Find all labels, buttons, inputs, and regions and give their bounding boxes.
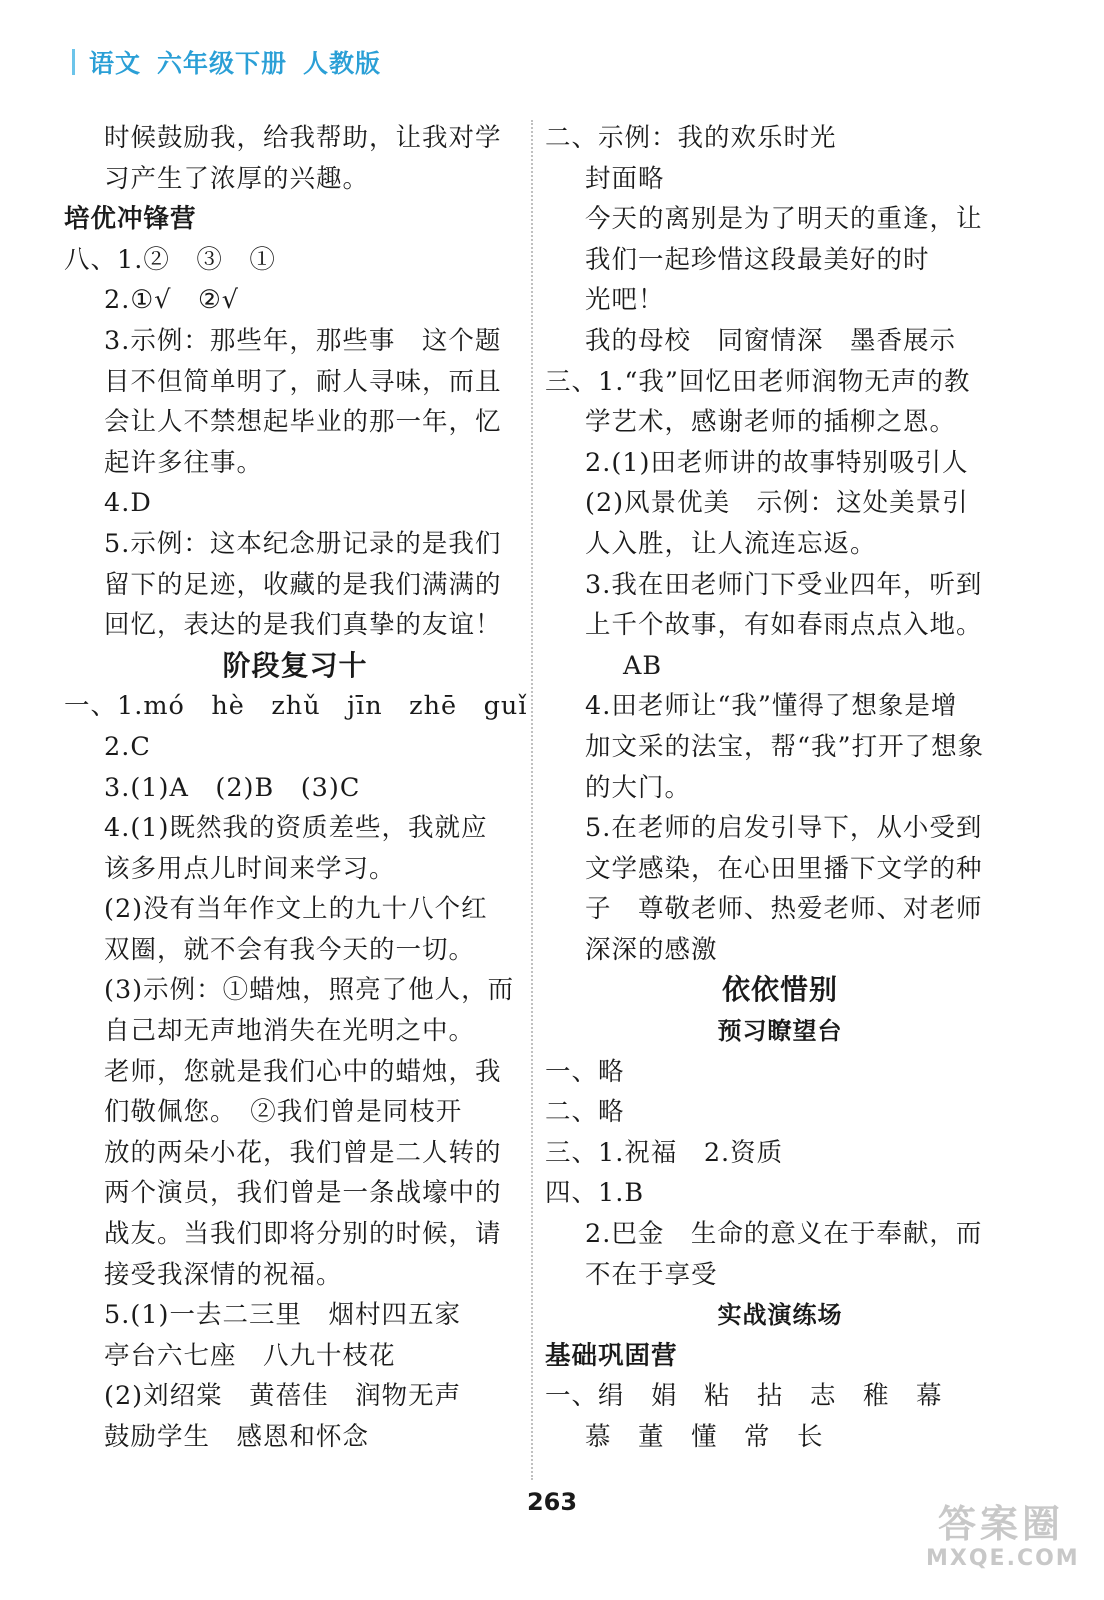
answer-line: 战友。当我们即将分别的时候，请	[104, 1219, 502, 1250]
answer-line: 八、1.② ③ ①	[64, 244, 276, 275]
header-grade: 六年级下册	[157, 49, 288, 78]
answer-line: 学艺术，感谢老师的插柳之恩。	[585, 407, 957, 438]
answer-line: 不在于享受	[585, 1259, 718, 1290]
answer-line: 光吧！	[585, 285, 665, 316]
answer-line: 留下的足迹，收藏的是我们满满的	[104, 569, 502, 600]
answer-line: 鼓励学生 感恩和怀念	[104, 1422, 370, 1452]
answer-line: 接受我深情的祝福。	[104, 1259, 343, 1290]
answer-line: 加文采的法宝，帮“我”打开了想象	[585, 731, 985, 762]
answer-line: 子 尊敬老师、热爱老师、对老师	[585, 894, 983, 925]
answer-line: (2)刘绍棠 黄蓓佳 润物无声	[104, 1381, 462, 1412]
answer-line: 上千个故事，有如春雨点点入地。	[585, 610, 983, 641]
answer-line: 目不但简单明了，耐人寻味，而且	[104, 366, 502, 397]
answer-line: 慕 董 懂 常 长	[585, 1422, 824, 1452]
answer-line: 两个演员，我们曾是一条战壕中的	[104, 1178, 502, 1209]
answer-line: 5.(1)一去二三里 烟村四五家	[104, 1300, 461, 1331]
answer-line: AB	[623, 650, 663, 681]
answer-line: 3.我在田老师门下受业四年，听到	[585, 569, 983, 600]
answer-line: 3.(1)A (2)B (3)C	[104, 772, 361, 803]
page-header	[72, 44, 397, 80]
answer-line: 3.示例：那些年，那些事 这个题	[104, 325, 502, 356]
answer-line: 2.C	[104, 731, 151, 762]
answer-line: (3)示例：①蜡烛，照亮了他人，而	[104, 975, 515, 1006]
answer-line: 4.田老师让“我”懂得了想象是增	[585, 691, 958, 722]
answer-line: 三、1.祝福 2.资质	[545, 1137, 784, 1168]
answer-line: 该多用点儿时间来学习。	[104, 853, 396, 884]
column-divider	[531, 120, 533, 1480]
answer-line: 习产生了浓厚的兴趣。	[104, 163, 370, 194]
answer-line: 一、绢 娟 粘 拈 志 稚 幕	[545, 1381, 943, 1412]
answer-line: 深深的感激	[585, 934, 718, 965]
answer-line: 二、略	[545, 1097, 625, 1128]
answer-line: 2.①√ ②√	[104, 285, 240, 316]
answer-line: 文学感染，在心田里播下文学的种	[585, 853, 983, 884]
section-heading: 依依惜别	[721, 973, 838, 1007]
answer-line: 的大门。	[585, 772, 692, 803]
header-subject: 语文	[89, 49, 142, 78]
right-column	[545, 118, 1015, 1458]
section-heading: 实战演练场	[717, 1301, 843, 1330]
watermark-top: 答案圈	[937, 1502, 1064, 1546]
answer-line: 我们一起珍惜这段最美好的时	[585, 244, 930, 275]
answer-line: 老师，您就是我们心中的蜡烛，我	[104, 1056, 502, 1087]
answer-line: 回忆，表达的是我们真挚的友谊！	[104, 610, 502, 641]
section-heading: 培优冲锋营	[64, 204, 197, 235]
answer-line: 自己却无声地消失在光明之中。	[104, 1016, 476, 1047]
answer-line: 放的两朵小花，我们曾是二人转的	[104, 1137, 502, 1168]
answer-line: 时候鼓励我，给我帮助，让我对学	[104, 123, 502, 153]
watermark-bottom: MXQE.COM	[926, 1546, 1080, 1571]
section-heading: 阶段复习十	[222, 648, 368, 682]
answer-line: 双圈，就不会有我今天的一切。	[104, 934, 476, 965]
answer-line: 我的母校 同窗情深 墨香展示	[585, 325, 957, 356]
answer-line: (2)没有当年作文上的九十八个红	[104, 894, 488, 925]
answer-line: (2)风景优美 示例：这处美景引	[585, 488, 969, 519]
answer-line: 亭台六七座 八九十枝花	[104, 1340, 396, 1371]
answer-line: 5.示例：这本纪念册记录的是我们	[104, 528, 502, 559]
answer-line: 今天的离别是为了明天的重逢，让	[585, 204, 983, 235]
answer-line: 2.巴金 生命的意义在于奉献，而	[585, 1219, 983, 1250]
answer-line: 四、1.B	[545, 1178, 645, 1209]
answer-line: 人入胜，让人流连忘返。	[585, 528, 877, 559]
left-column	[64, 118, 526, 1458]
answer-line: 2.(1)田老师讲的故事特别吸引人	[585, 447, 969, 478]
answer-line: 封面略	[585, 163, 665, 194]
answer-line: 二、示例：我的欢乐时光	[545, 123, 837, 153]
watermark-logo	[926, 1502, 1080, 1574]
answer-line: 三、1.“我”回忆田老师润物无声的教	[545, 366, 971, 397]
answer-line: 一、1.mó hè zhǔ jīn zhē guǐ	[64, 691, 528, 722]
answer-line: 4.(1)既然我的资质差些，我就应	[104, 813, 488, 844]
answer-line: 4.D	[104, 488, 152, 519]
answer-line: 起许多往事。	[104, 447, 264, 478]
header-edition: 人教版	[303, 49, 382, 78]
header-accent-bar	[72, 49, 75, 75]
answer-line: 一、略	[545, 1056, 625, 1087]
answer-line: 们敬佩您。 ②我们曾是同枝开	[104, 1097, 463, 1128]
section-heading: 基础巩固营	[545, 1340, 678, 1371]
answer-line: 会让人不禁想起毕业的那一年，忆	[104, 407, 502, 438]
section-heading: 预习瞭望台	[717, 1017, 843, 1046]
answer-line: 5.在老师的启发引导下，从小受到	[585, 813, 983, 844]
page-number: 263	[526, 1488, 578, 1516]
